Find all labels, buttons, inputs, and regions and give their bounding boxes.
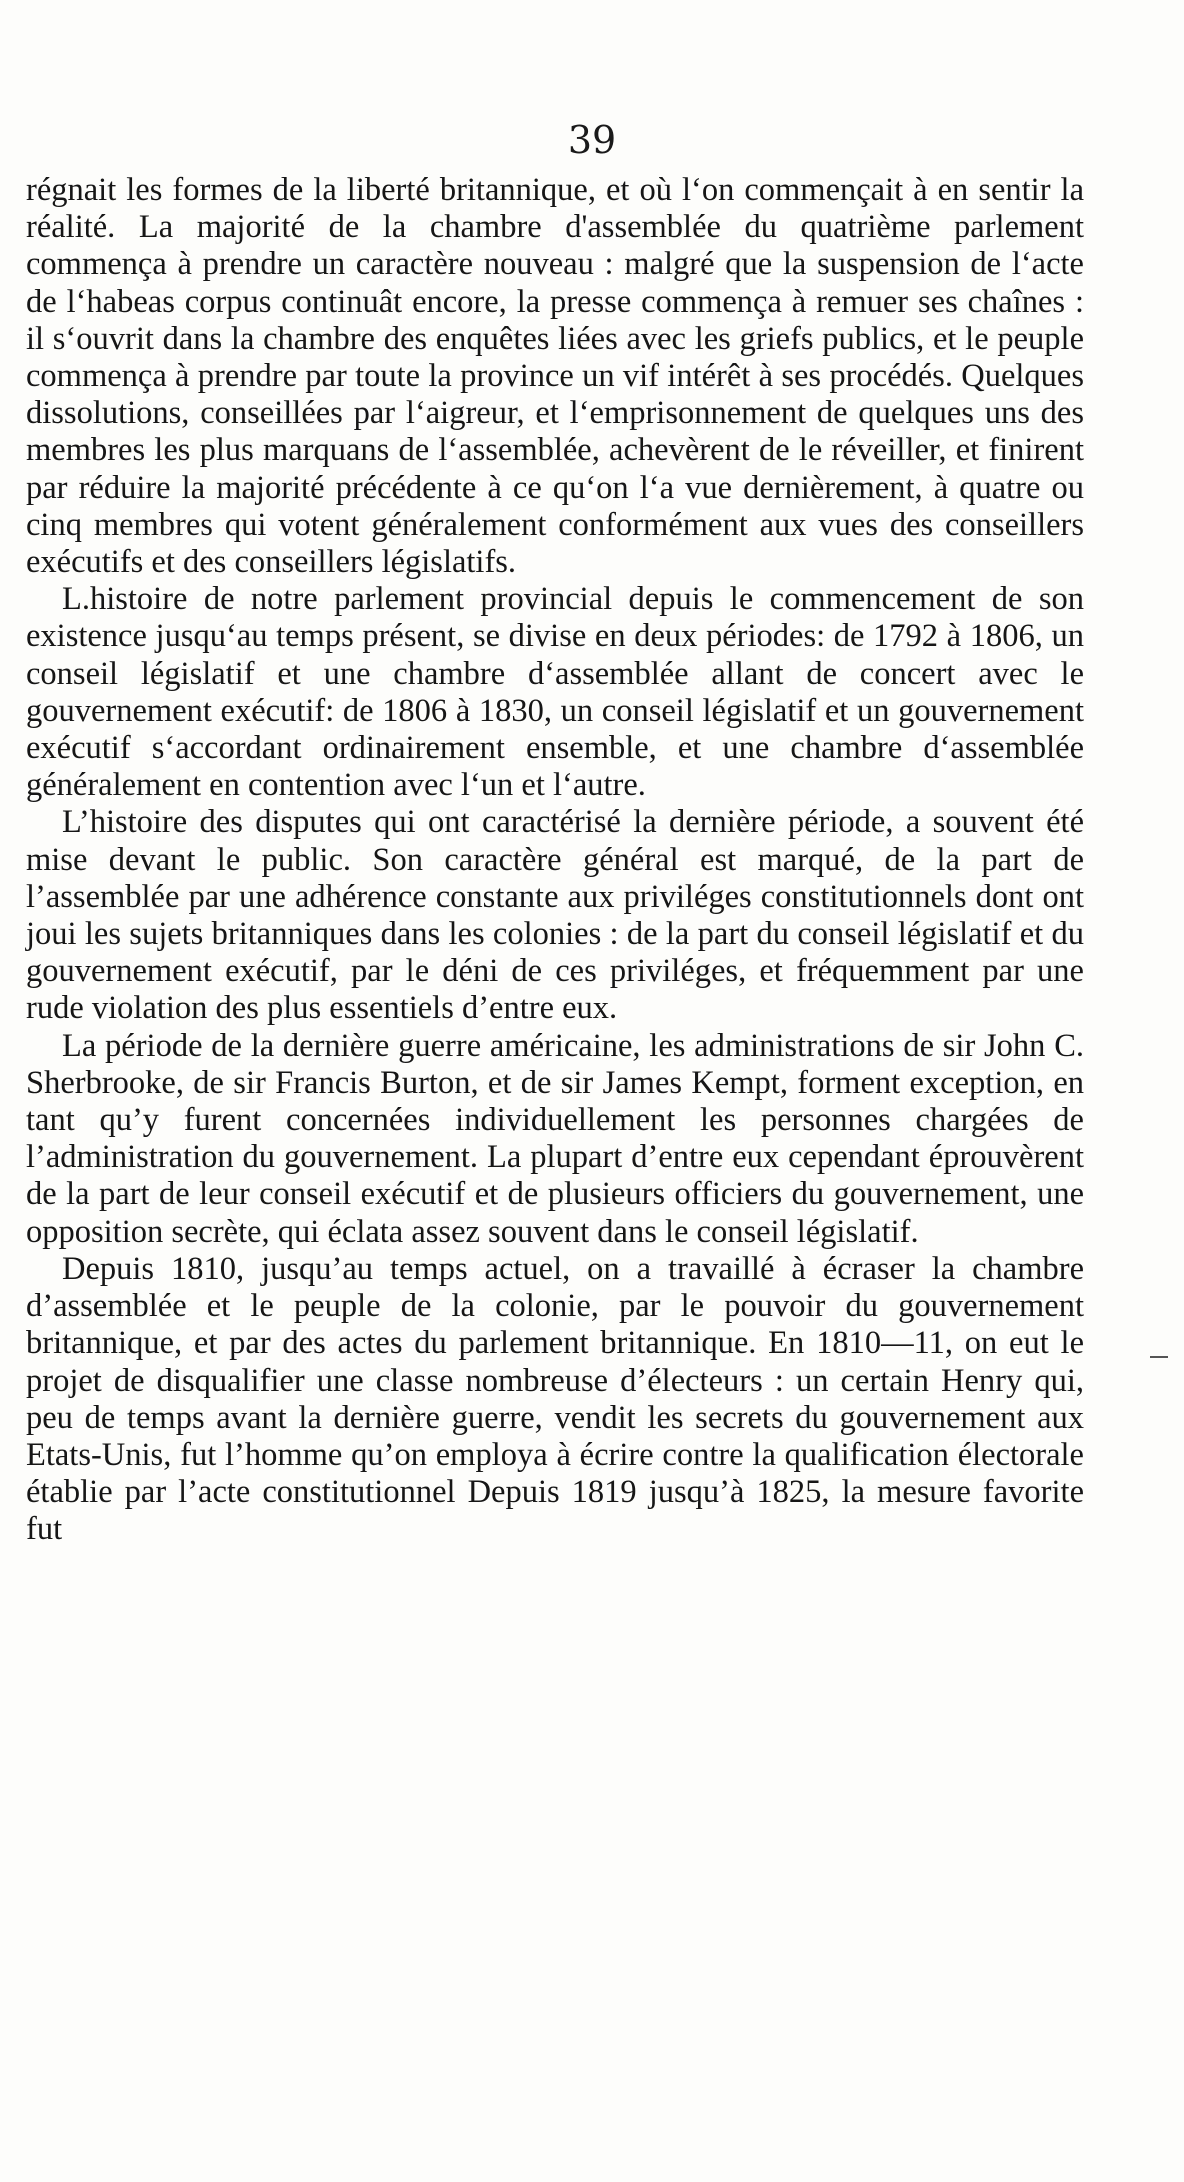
margin-mark (1150, 1356, 1168, 1358)
paragraph-5: Depuis 1810, jusqu’au temps actuel, on a travaillé à écraser la chambre d’assemblée et le peuple de la colonie, par le pouvoir du gouvernement britannique, et par des actes du parlement britannique. En 1810—11, on eut le projet de disqualifier une classe nombreuse d’électeurs : un certain Henry qui, peu de temps avant la dernière guerre, vendit les secrets du gouvernement aux Etats-Unis, fut l’homme qu’on employa à écrire contre la qualification électorale établie par l’acte constitutionnel Depuis 1819 jusqu’à 1825, la mesure favorite fut (26, 1250, 1084, 1548)
page-number: 39 (567, 118, 617, 162)
paragraph-1: régnait les formes de la liberté britannique, et où l‘on commençait à en sentir la réalité. La majorité de la chambre d'assemblée du quatrième parlement commença à prendre un caractère nouveau : malgré que la suspension de l‘acte de l‘habeas corpus continuât encore, la presse commença à remuer ses chaînes : il s‘ouvrit dans la chambre des enquêtes liées avec les griefs publics, et le peuple commença à prendre par toute la province un vif intérêt à ses procédés. Quelques dissolutions, conseillées par l‘aigreur, et l‘emprisonnement de quelques uns des membres les plus marquans de l‘assemblée, achevèrent de le réveiller, et finirent par réduire la majorité précédente à ce qu‘on l‘a vue dernièrement, à quatre ou cinq membres qui votent généralement conformément aux vues des conseillers exécutifs et des conseillers législatifs. (26, 172, 1084, 581)
page-text (26, 172, 1084, 1549)
paragraph-3: L’histoire des disputes qui ont caractérisé la dernière période, a souvent été mise devant le public. Son caractère général est marqué, de la part de l’assemblée par une adhérence constante aux priviléges constitutionnels dont ont joui les sujets britanniques dans les colonies : de la part du conseil législatif et du gouvernement exécutif, par le déni de ces priviléges, et fréquemment par une rude violation des plus essentiels d’entre eux. (26, 804, 1084, 1027)
paragraph-2: L.histoire de notre parlement provincial depuis le commencement de son existence jusqu‘au temps présent, se divise en deux périodes: de 1792 à 1806, un conseil législatif et une chambre d‘assemblée allant de concert avec le gouvernement exécutif: de 1806 à 1830, un conseil législatif et un gouvernement exécutif s‘accordant ordinairement ensemble, et une chambre d‘assemblée généralement en contention avec l‘un et l‘autre. (26, 581, 1084, 804)
paragraph-4: La période de la dernière guerre américaine, les administrations de sir John C. Sherbrooke, de sir Francis Burton, et de sir James Kempt, forment exception, en tant qu’y furent concernées individuellement les personnes chargées de l’administration du gouvernement. La plupart d’entre eux cependant éprouvèrent de la part de leur conseil exécutif et de plusieurs officiers du gouvernement, une opposition secrète, qui éclata assez souvent dans le conseil législatif. (26, 1027, 1084, 1250)
